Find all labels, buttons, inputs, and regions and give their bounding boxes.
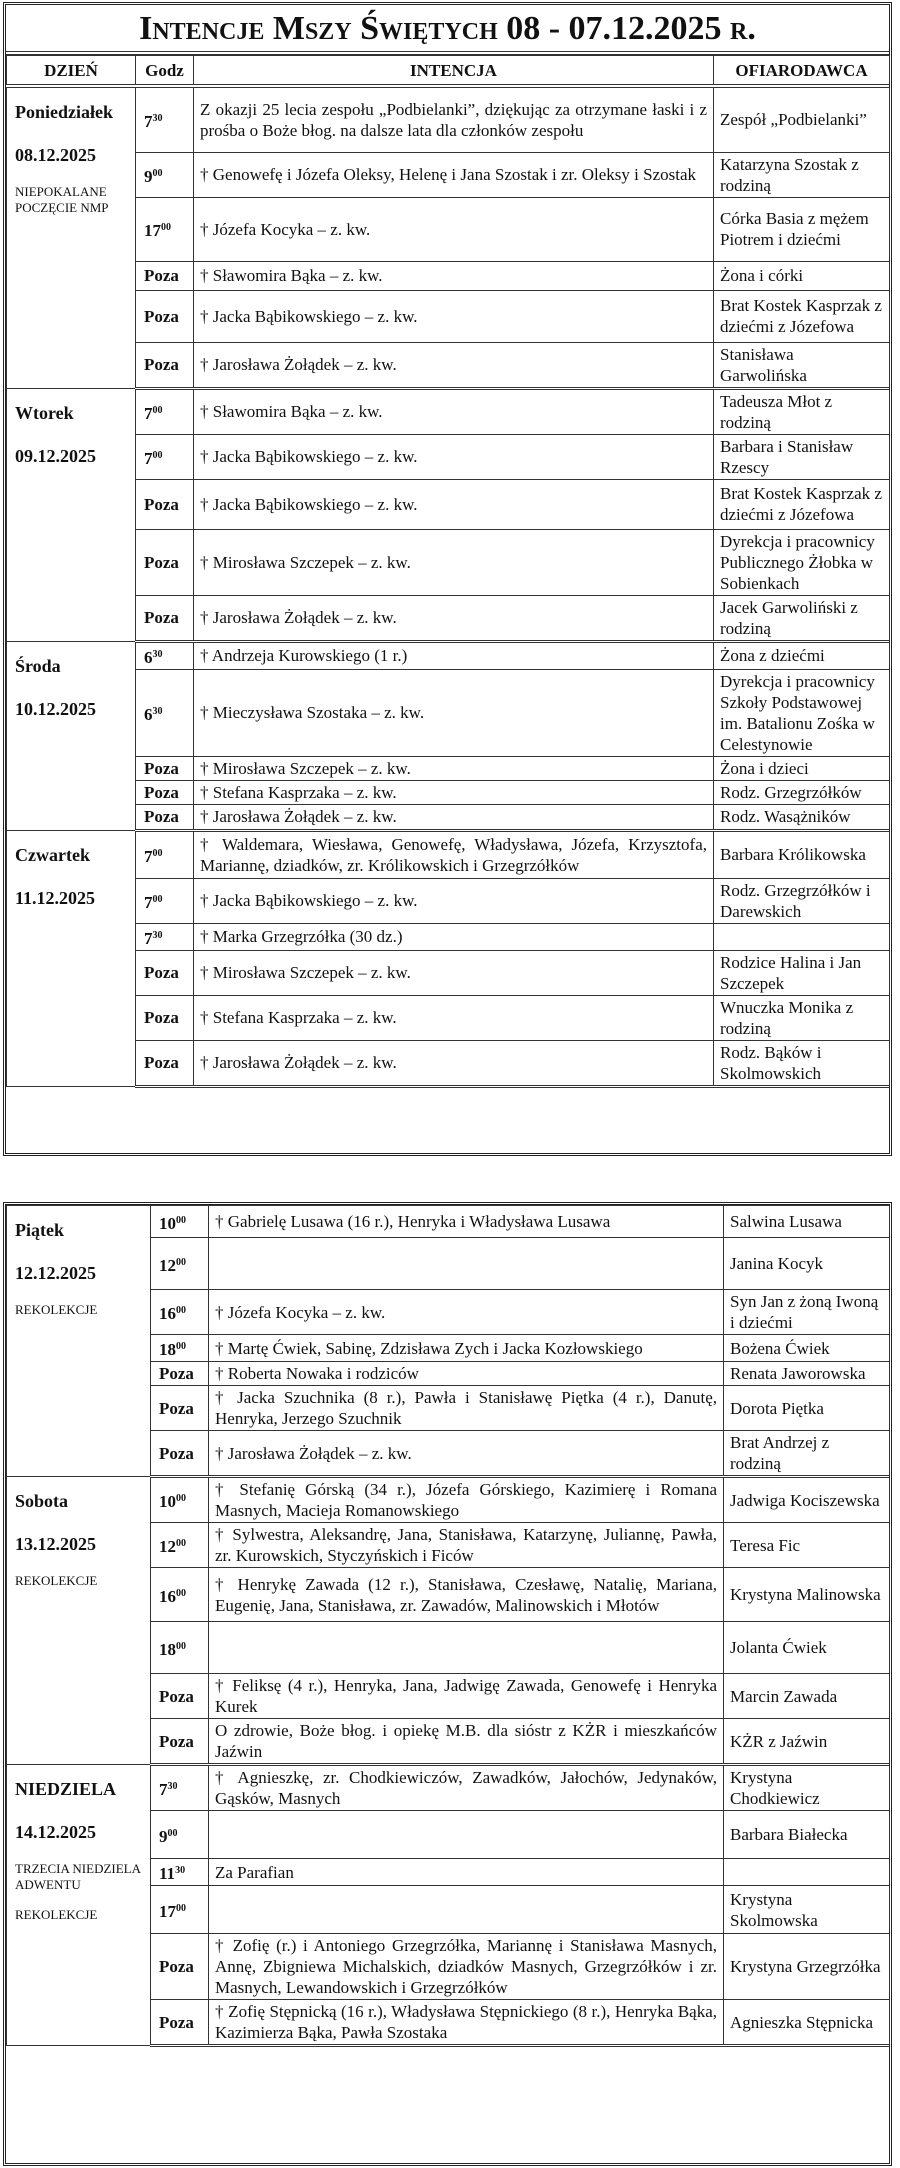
table-row: [7, 950, 890, 995]
mass-minutes: 30: [167, 1781, 178, 1792]
donor-text: Katarzyna Szostak z rodziną: [714, 152, 890, 197]
donor-text: Brat Andrzej z rodziną: [724, 1431, 890, 1477]
donor-text: Żona i dzieci: [714, 756, 890, 780]
intention-text: † Stefanię Górską (34 r.), Józefa Górskiego, Kazimierę i Romana Masnych, Macieja Romanowskiego: [209, 1477, 724, 1523]
intention-text: † Mirosława Szczepek – z. kw.: [194, 756, 714, 780]
mass-time: [151, 1765, 209, 1811]
mass-time: [136, 780, 194, 804]
mass-hour: Poza: [144, 758, 179, 778]
donor-text: Tadeusza Młot z rodziną: [714, 388, 890, 434]
mass-time: [151, 1859, 209, 1886]
mass-time: [136, 995, 194, 1040]
mass-hour: 7: [144, 403, 153, 423]
day-cell: [7, 641, 136, 830]
mass-time: [151, 1335, 209, 1362]
mass-time: [136, 595, 194, 641]
mass-hour: Poza: [159, 1731, 194, 1751]
mass-time: [136, 342, 194, 388]
table-row: [7, 1477, 890, 1523]
donor-text: Rodz. Grzegrzółków: [714, 780, 890, 804]
mass-minutes: 30: [152, 929, 163, 941]
mass-hour: 7: [144, 846, 153, 866]
table-row: [7, 830, 890, 878]
mass-time: [151, 1386, 209, 1431]
day-date: 14.12.2025: [15, 1822, 96, 1842]
mass-hour: 6: [144, 647, 153, 667]
mass-time: [136, 197, 194, 261]
mass-time: [136, 479, 194, 529]
intention-text: † Stefana Kasprzaka – z. kw.: [194, 995, 714, 1040]
mass-minutes: 30: [152, 112, 163, 124]
intention-text: † Stefana Kasprzaka – z. kw.: [194, 780, 714, 804]
day-date: 13.12.2025: [15, 1534, 96, 1554]
mass-time: [136, 261, 194, 290]
mass-hour: 9: [159, 1826, 168, 1846]
mass-hour: Poza: [159, 1957, 194, 1976]
intention-text: † Roberta Nowaka i rodziców: [209, 1362, 724, 1386]
mass-minutes: 00: [176, 1493, 186, 1504]
mass-hour: Poza: [144, 266, 179, 285]
day-name: Czwartek: [15, 844, 90, 865]
donor-text: Dorota Piętka: [724, 1386, 890, 1431]
mass-minutes: 30: [152, 705, 163, 717]
intention-text: † Jarosława Żołądek – z. kw.: [194, 1040, 714, 1086]
mass-hour: Poza: [159, 1364, 194, 1383]
donor-text: Żona z dziećmi: [714, 641, 890, 669]
mass-hour: Poza: [144, 494, 179, 514]
mass-minutes: 00: [176, 1341, 186, 1352]
mass-hour: Poza: [144, 963, 179, 982]
mass-hour: 7: [159, 1780, 168, 1799]
mass-time: [151, 1477, 209, 1523]
intention-text: † Zofię (r.) i Antoniego Grzegrzółka, Mariannę i Stanisława Masnych, Annę, Zbigniewa Michalskich, dziadków Masnych, Grzegrzółków i zr. Masnych, Lewandowskich i Grzegrzółków: [209, 1934, 724, 2000]
mass-time: [151, 1622, 209, 1674]
mass-time: [151, 1362, 209, 1386]
donor-text: Krystyna Chodkiewicz: [724, 1765, 890, 1811]
mass-minutes: 30: [152, 648, 163, 660]
donor-text: Brat Kostek Kasprzak z dziećmi z Józefowa: [714, 290, 890, 342]
mass-hour: Poza: [159, 1686, 194, 1706]
mass-time: [136, 830, 194, 878]
day-name: Wtorek: [15, 402, 74, 423]
donor-text: Jadwiga Kociszewska: [724, 1477, 890, 1523]
mass-time: [136, 434, 194, 479]
intention-text: † Mirosława Szczepek – z. kw.: [194, 529, 714, 595]
mass-time: [151, 1886, 209, 1934]
table-row: [7, 434, 890, 479]
donor-text: Rodz. Wasążników: [714, 804, 890, 830]
mass-time: [151, 1238, 209, 1290]
header-donor: OFIARODAWCA: [714, 56, 890, 87]
table-row: [7, 1765, 890, 1811]
schedule-sheet-2: [3, 1202, 892, 2166]
mass-minutes: 30: [175, 1865, 186, 1876]
mass-time: [136, 1040, 194, 1086]
mass-hour: 18: [159, 1340, 176, 1359]
day-note: REKOLEKCJE: [15, 1573, 98, 1588]
intention-text: † Sławomira Bąka – z. kw.: [194, 261, 714, 290]
table-row: [7, 290, 890, 342]
mass-intentions-table-1: [6, 55, 890, 1088]
table-body-2: [7, 1206, 890, 2046]
mass-minutes: 00: [176, 1587, 186, 1599]
mass-hour: 17: [144, 221, 161, 240]
donor-text: Żona i córki: [714, 261, 890, 290]
day-cell: [7, 1477, 151, 1765]
mass-time: [151, 1431, 209, 1477]
mass-time: [151, 1206, 209, 1238]
intention-text: † Genowefę i Józefa Oleksy, Helenę i Jana Szostak i zr. Oleksy i Szostak: [194, 152, 714, 197]
intention-text: † Józefa Kocyka – z. kw.: [194, 197, 714, 261]
donor-text: Córka Basia z mężem Piotrem i dziećmi: [714, 197, 890, 261]
donor-text: Renata Jaworowska: [724, 1362, 890, 1386]
mass-hour: Poza: [159, 1398, 194, 1418]
table-row: [7, 261, 890, 290]
mass-minutes: 00: [176, 1256, 186, 1268]
intention-text: † Jacka Bąbikowskiego – z. kw.: [194, 290, 714, 342]
day-date: 12.12.2025: [15, 1263, 96, 1283]
table-row: [7, 780, 890, 804]
day-cell: [7, 830, 136, 1086]
intention-text: † Feliksę (4 r.), Henryka, Jana, Jadwigę Zawada, Genowefę i Henryka Kurek: [209, 1674, 724, 1719]
donor-text: Brat Kostek Kasprzak z dziećmi z Józefowa: [714, 479, 890, 529]
mass-time: [151, 2000, 209, 2046]
day-cell: [7, 86, 136, 388]
mass-minutes: 00: [176, 1640, 186, 1652]
day-cell: [7, 1206, 151, 1477]
donor-text: Marcin Zawada: [724, 1674, 890, 1719]
donor-text: Barbara Królikowska: [714, 830, 890, 878]
mass-hour: 16: [159, 1304, 176, 1323]
mass-time: [136, 388, 194, 434]
donor-text: Stanisława Garwolińska: [714, 342, 890, 388]
mass-time: [136, 290, 194, 342]
table-row: [7, 878, 890, 923]
intention-text: † Waldemara, Wiesława, Genowefę, Władysława, Józefa, Krzysztofa, Mariannę, dziadków, zr. Królikowskich i Grzegrzółków: [194, 830, 714, 878]
mass-hour: 12: [159, 1537, 176, 1556]
table-row: [7, 804, 890, 830]
table-row: [7, 995, 890, 1040]
mass-hour: 9: [144, 166, 153, 186]
intention-text: † Zofię Stępnicką (16 r.), Władysława Stępnickiego (8 r.), Henryka Bąka, Kazimierza Bąka, Pawła Szostaka: [209, 2000, 724, 2046]
donor-text: Teresa Fic: [724, 1523, 890, 1568]
intention-text: † Henrykę Zawada (12 r.), Stanisława, Czesławę, Natalię, Mariana, Eugenię, Jana, Stanisława, zr. Zawadów, Malinowskich i Młotów: [209, 1568, 724, 1622]
table-row: [7, 388, 890, 434]
mass-minutes: 00: [161, 222, 171, 233]
donor-text: KŻR z Jaźwin: [724, 1719, 890, 1765]
intention-text: Za Parafian: [209, 1859, 724, 1886]
table-row: [7, 756, 890, 780]
day-name: Środa: [15, 655, 61, 676]
table-row: [7, 197, 890, 261]
donor-text: Jacek Garwoliński z rodziną: [714, 595, 890, 641]
mass-time: [136, 878, 194, 923]
mass-hour: Poza: [144, 1053, 179, 1072]
mass-hour: 16: [159, 1586, 176, 1606]
mass-hour: Poza: [144, 355, 179, 374]
day-date: 09.12.2025: [15, 445, 96, 466]
mass-minutes: 00: [176, 1214, 186, 1226]
mass-time: [136, 641, 194, 669]
table-row: [7, 669, 890, 756]
donor-text: Rodzice Halina i Jan Szczepek: [714, 950, 890, 995]
day-note-2: REKOLEKCJE: [15, 1907, 98, 1922]
mass-minutes: 00: [152, 847, 163, 859]
intention-text: † Mirosława Szczepek – z. kw.: [194, 950, 714, 995]
table-body-1: [7, 86, 890, 1086]
table-row: [7, 86, 890, 152]
intention-text: † Mieczysława Szostaka – z. kw.: [194, 669, 714, 756]
day-name: NIEDZIELA: [15, 1779, 117, 1799]
day-note: TRZECIA NIEDZIELA ADWENTU: [15, 1861, 141, 1892]
intention-text: † Agnieszkę, zr. Chodkiewiczów, Zawadków, Jałochów, Jedynaków, Gąsków, Masnych: [209, 1765, 724, 1811]
intention-text: † Martę Ćwiek, Sabinę, Zdzisława Zych i Jacka Kozłowskiego: [209, 1335, 724, 1362]
mass-time: [136, 756, 194, 780]
table-row: [7, 479, 890, 529]
donor-text: Krystyna Grzegrzółka: [724, 1934, 890, 2000]
intention-text: † Jacka Bąbikowskiego – z. kw.: [194, 434, 714, 479]
day-name: Poniedziałek: [15, 102, 113, 122]
intention-text: † Jarosława Żołądek – z. kw.: [194, 342, 714, 388]
mass-minutes: 00: [176, 1305, 186, 1316]
table-row: [7, 595, 890, 641]
mass-hour: 10: [159, 1213, 176, 1233]
mass-hour: Poza: [144, 552, 179, 572]
table-row: [7, 923, 890, 950]
mass-time: [151, 1674, 209, 1719]
mass-hour: Poza: [159, 2012, 194, 2032]
intention-text: [209, 1811, 724, 1859]
mass-time: [136, 152, 194, 197]
day-note: REKOLEKCJE: [15, 1302, 98, 1317]
donor-text: Rodz. Bąków i Skolmowskich: [714, 1040, 890, 1086]
table-row: [7, 342, 890, 388]
intention-text: † Jarosława Żołądek – z. kw.: [194, 804, 714, 830]
mass-hour: Poza: [144, 306, 179, 326]
mass-time: [151, 1568, 209, 1622]
day-name: Sobota: [15, 1491, 69, 1511]
header-intention: INTENCJA: [194, 56, 714, 87]
donor-text: [714, 923, 890, 950]
mass-minutes: 00: [176, 1538, 186, 1549]
mass-hour: 7: [144, 892, 153, 912]
intention-text: † Jarosława Żołądek – z. kw.: [194, 595, 714, 641]
intention-text: † Sławomira Bąka – z. kw.: [194, 388, 714, 434]
mass-intentions-table-2: [6, 1205, 890, 2047]
mass-time: [136, 804, 194, 830]
donor-text: Barbara Białecka: [724, 1811, 890, 1859]
intention-text: † Jacka Szuchnika (8 r.), Pawła i Stanisławę Piętka (4 r.), Danutę, Henryka, Jerzego Szuchnik: [209, 1386, 724, 1431]
mass-time: [151, 1934, 209, 2000]
day-date: 10.12.2025: [15, 698, 96, 719]
day-name: Piątek: [15, 1220, 64, 1240]
mass-hour: 18: [159, 1639, 176, 1659]
intention-text: † Andrzeja Kurowskiego (1 r.): [194, 641, 714, 669]
intention-text: [209, 1238, 724, 1290]
intention-text: † Jacka Bąbikowskiego – z. kw.: [194, 479, 714, 529]
mass-minutes: 00: [167, 1827, 178, 1839]
mass-time: [136, 950, 194, 995]
donor-text: Zespół „Podbielanki”: [714, 86, 890, 152]
donor-text: Janina Kocyk: [724, 1238, 890, 1290]
donor-text: Jolanta Ćwiek: [724, 1622, 890, 1674]
donor-text: Dyrekcja i pracownicy Szkoły Podstawowej im. Batalionu Zośka w Celestynowie: [714, 669, 890, 756]
intention-text: † Gabrielę Lusawa (16 r.), Henryka i Władysława Lusawa: [209, 1206, 724, 1238]
header-time: Godz: [136, 56, 194, 87]
mass-hour: Poza: [159, 1443, 194, 1463]
day-date: 08.12.2025: [15, 145, 96, 165]
mass-time: [136, 669, 194, 756]
day-date: 11.12.2025: [15, 887, 96, 908]
intention-text: † Marka Grzegrzółka (30 dz.): [194, 923, 714, 950]
intention-text: [209, 1886, 724, 1934]
donor-text: Syn Jan z żoną Iwoną i dziećmi: [724, 1290, 890, 1335]
mass-minutes: 00: [152, 449, 163, 461]
mass-time: [151, 1719, 209, 1765]
mass-time: [151, 1523, 209, 1568]
mass-hour: Poza: [144, 782, 179, 802]
donor-text: Wnuczka Monika z rodziną: [714, 995, 890, 1040]
schedule-sheet-1: [3, 2, 892, 1156]
donor-text: Agnieszka Stępnicka: [724, 2000, 890, 2046]
mass-hour: Poza: [144, 807, 179, 826]
donor-text: Krystyna Skolmowska: [724, 1886, 890, 1934]
mass-hour: 12: [159, 1255, 176, 1275]
day-note: NIEPOKALANE POCZĘCIE NMP: [15, 184, 109, 215]
mass-hour: 10: [159, 1492, 176, 1511]
mass-hour: 17: [159, 1901, 176, 1921]
donor-text: Rodz. Grzegrzółków i Darewskich: [714, 878, 890, 923]
intention-text: † Jacka Bąbikowskiego – z. kw.: [194, 878, 714, 923]
mass-minutes: 00: [152, 167, 163, 179]
table-row: [7, 1206, 890, 1238]
table-row: [7, 641, 890, 669]
donor-text: Dyrekcja i pracownicy Publicznego Żłobka w Sobienkach: [714, 529, 890, 595]
donor-text: [724, 1859, 890, 1886]
intention-text: Z okazji 25 lecia zespołu „Podbielanki”, dziękując za otrzymane łaski i z prośba o Boże błog. na dalsze lata dla członków zespołu: [194, 86, 714, 152]
mass-time: [136, 923, 194, 950]
mass-time: [151, 1811, 209, 1859]
table-row: [7, 152, 890, 197]
mass-time: [136, 529, 194, 595]
mass-hour: Poza: [144, 608, 179, 627]
day-cell: [7, 1765, 151, 2046]
donor-text: Barbara i Stanisław Rzescy: [714, 434, 890, 479]
donor-text: Krystyna Malinowska: [724, 1568, 890, 1622]
intention-text: [209, 1622, 724, 1674]
table-row: [7, 529, 890, 595]
mass-time: [136, 86, 194, 152]
mass-hour: Poza: [144, 1008, 179, 1027]
donor-text: Salwina Lusawa: [724, 1206, 890, 1238]
mass-minutes: 00: [152, 893, 163, 905]
mass-hour: 7: [144, 111, 153, 131]
mass-hour: 11: [159, 1864, 176, 1883]
donor-text: Bożena Ćwiek: [724, 1335, 890, 1362]
mass-hour: 7: [144, 928, 153, 948]
intention-text: † Jarosława Żołądek – z. kw.: [209, 1431, 724, 1477]
mass-hour: 6: [144, 704, 153, 724]
page-title: Intencje Mszy Świętych 08 - 07.12.2025 r.: [6, 5, 889, 55]
header-day: DZIEŃ: [7, 56, 136, 87]
day-cell: [7, 388, 136, 641]
mass-time: [151, 1290, 209, 1335]
mass-minutes: 00: [152, 404, 163, 416]
intention-text: † Józefa Kocyka – z. kw.: [209, 1290, 724, 1335]
mass-hour: 7: [144, 448, 153, 468]
intention-text: O zdrowie, Boże błog. i opiekę M.B. dla sióstr z KŻR i mieszkańców Jaźwin: [209, 1719, 724, 1765]
table-row: [7, 1040, 890, 1086]
intention-text: † Sylwestra, Aleksandrę, Jana, Stanisława, Katarzynę, Juliannę, Pawła, zr. Kurowskich, Styczyńskich i Ficów: [209, 1523, 724, 1568]
mass-minutes: 00: [176, 1902, 186, 1914]
